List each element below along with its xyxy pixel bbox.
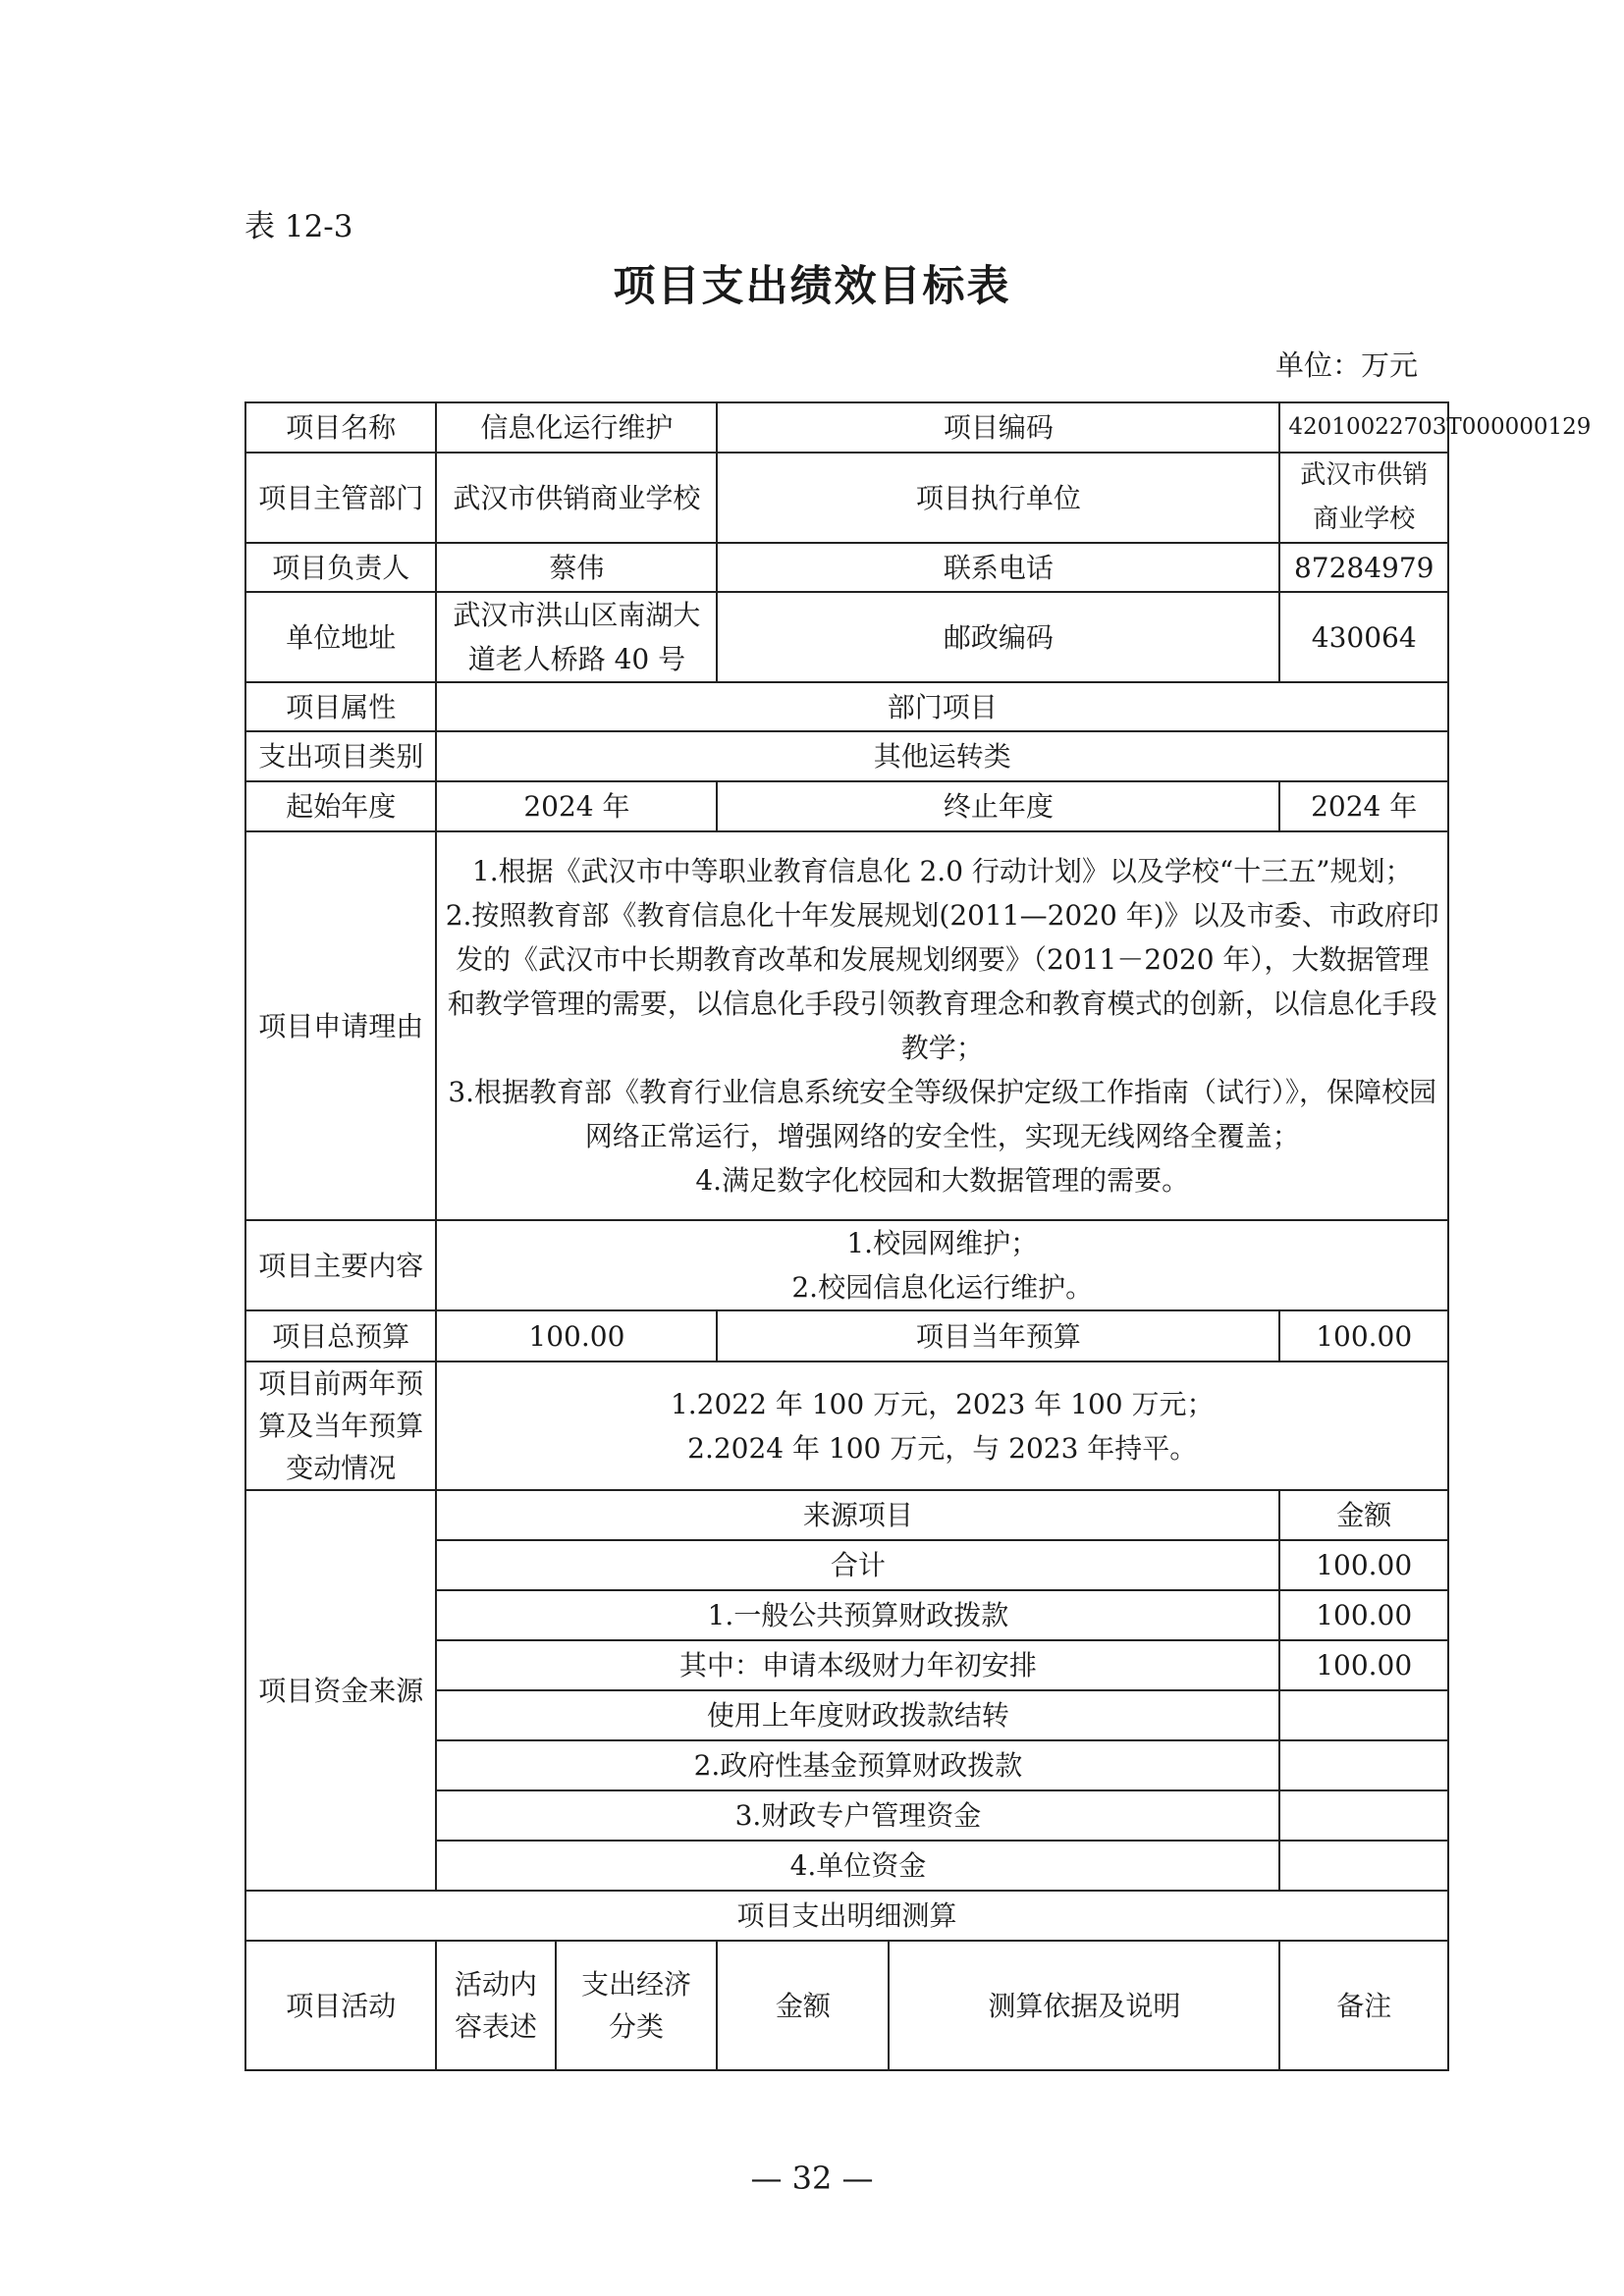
dept-value: 武汉市供销商业学校	[436, 453, 717, 543]
table-row	[245, 1310, 1448, 1362]
table-row	[245, 453, 1448, 543]
reason-label: 项目申请理由	[245, 831, 436, 1220]
phone-value: 87284979	[1279, 543, 1448, 592]
table-row	[245, 1362, 1448, 1490]
project-name-value: 信息化运行维护	[436, 402, 717, 453]
funding-item-name: 其中：申请本级财力年初安排	[436, 1640, 1279, 1690]
detail-header-cell: 项目活动	[245, 1941, 436, 2070]
funding-item-name: 1.一般公共预算财政拨款	[436, 1590, 1279, 1640]
funding-item-name: 3.财政专户管理资金	[436, 1790, 1279, 1841]
end-year-value: 2024 年	[1279, 781, 1448, 831]
phone-label: 联系电话	[717, 543, 1279, 592]
reason-item: 1.根据《武汉市中等职业教育信息化 2.0 行动计划》以及学校“十三五”规划；	[471, 855, 1413, 887]
exec-unit-label: 项目执行单位	[717, 453, 1279, 543]
end-year-label: 终止年度	[717, 781, 1279, 831]
table-row	[245, 1220, 1448, 1310]
address-label: 单位地址	[245, 592, 436, 682]
total-budget-value: 100.00	[436, 1310, 717, 1362]
table-row	[245, 831, 1448, 1220]
funding-item-amount	[1279, 1740, 1448, 1790]
funding-item-amount	[1279, 1690, 1448, 1740]
table-row	[245, 781, 1448, 831]
reason-item: 3.根据教育部《教育行业信息系统安全等级保护定级工作指南（试行）》，保障校园网络正常运行，增强网络的安全性，实现无线网络全覆盖；	[448, 1076, 1437, 1152]
table-row	[245, 402, 1448, 453]
category-value: 其他运转类	[436, 731, 1448, 781]
table-row	[245, 682, 1448, 731]
detail-section-title: 项目支出明细测算	[245, 1891, 1448, 1941]
dept-label: 项目主管部门	[245, 453, 436, 543]
table-row	[245, 592, 1448, 682]
postcode-label: 邮政编码	[717, 592, 1279, 682]
postcode-value: 430064	[1279, 592, 1448, 682]
content-label: 项目主要内容	[245, 1220, 436, 1310]
detail-header-cell: 支出经济分类	[556, 1941, 718, 2070]
detail-header-cell: 金额	[717, 1941, 889, 2070]
leader-value: 蔡伟	[436, 543, 717, 592]
funding-item-amount: 100.00	[1279, 1590, 1448, 1640]
project-code-label: 项目编码	[717, 402, 1279, 453]
document-title: 项目支出绩效目标表	[613, 262, 1011, 311]
funding-item-amount: 100.00	[1279, 1640, 1448, 1690]
start-year-value: 2024 年	[436, 781, 717, 831]
year-budget-value: 100.00	[1279, 1310, 1448, 1362]
funding-item-amount	[1279, 1841, 1448, 1891]
funding-item-name: 合计	[436, 1540, 1279, 1590]
funding-col-source: 来源项目	[436, 1490, 1279, 1540]
category-label: 支出项目类别	[245, 731, 436, 781]
reason-text	[436, 831, 1448, 1220]
content-text	[436, 1220, 1448, 1310]
total-budget-label: 项目总预算	[245, 1310, 436, 1362]
funding-col-amount: 金额	[1279, 1490, 1448, 1540]
exec-unit-value: 武汉市供销商业学校	[1279, 453, 1448, 543]
detail-header-cell: 备注	[1279, 1941, 1448, 2070]
year-budget-label: 项目当年预算	[717, 1310, 1279, 1362]
reason-item: 4.满足数字化校园和大数据管理的需要。	[695, 1164, 1190, 1197]
unit-label: 单位：万元	[1274, 348, 1418, 382]
address-value: 武汉市洪山区南湖大道老人桥路 40 号	[436, 592, 717, 682]
page-number: — 32 —	[750, 2160, 874, 2197]
reason-item: 2.按照教育部《教育信息化十年发展规划(2011—2020 年)》以及市委、市政府印发的《武汉市中长期教育改革和发展规划纲要》（2011－2020 年），大数据管理和教学管理的需要，以信息化手段引领教育理念和教育模式的创新，以信息化手段教学；	[445, 899, 1439, 1064]
attr-value: 部门项目	[436, 682, 1448, 731]
funding-item-name: 2.政府性基金预算财政拨款	[436, 1740, 1279, 1790]
detail-header-cell: 活动内容表述	[436, 1941, 555, 2070]
attr-label: 项目属性	[245, 682, 436, 731]
budget-change-text	[436, 1362, 1448, 1490]
table-row	[245, 1490, 1448, 1540]
budget-change-label: 项目前两年预算及当年预算变动情况	[245, 1362, 436, 1490]
funding-item-amount	[1279, 1790, 1448, 1841]
performance-target-table	[244, 401, 1592, 2071]
leader-label: 项目负责人	[245, 543, 436, 592]
funding-source-label: 项目资金来源	[245, 1490, 436, 1891]
content-item: 2.校园信息化运行维护。	[791, 1271, 1094, 1304]
detail-header-cell: 测算依据及说明	[889, 1941, 1279, 2070]
table-row	[245, 1891, 1448, 1941]
budget-change-item: 1.2022 年 100 万元，2023 年 100 万元；	[670, 1387, 1215, 1420]
content-item: 1.校园网维护；	[846, 1227, 1039, 1259]
table-number: 表 12-3	[244, 209, 353, 244]
start-year-label: 起始年度	[245, 781, 436, 831]
funding-item-name: 4.单位资金	[436, 1841, 1279, 1891]
budget-change-item: 2.2024 年 100 万元，与 2023 年持平。	[687, 1431, 1198, 1465]
funding-item-name: 使用上年度财政拨款结转	[436, 1690, 1279, 1740]
detail-header-row	[245, 1941, 1448, 2070]
table-row	[245, 731, 1448, 781]
funding-item-amount: 100.00	[1279, 1540, 1448, 1590]
project-name-label: 项目名称	[245, 402, 436, 453]
project-code-value: 42010022703T000000129	[1279, 402, 1448, 453]
table-row	[245, 543, 1448, 592]
